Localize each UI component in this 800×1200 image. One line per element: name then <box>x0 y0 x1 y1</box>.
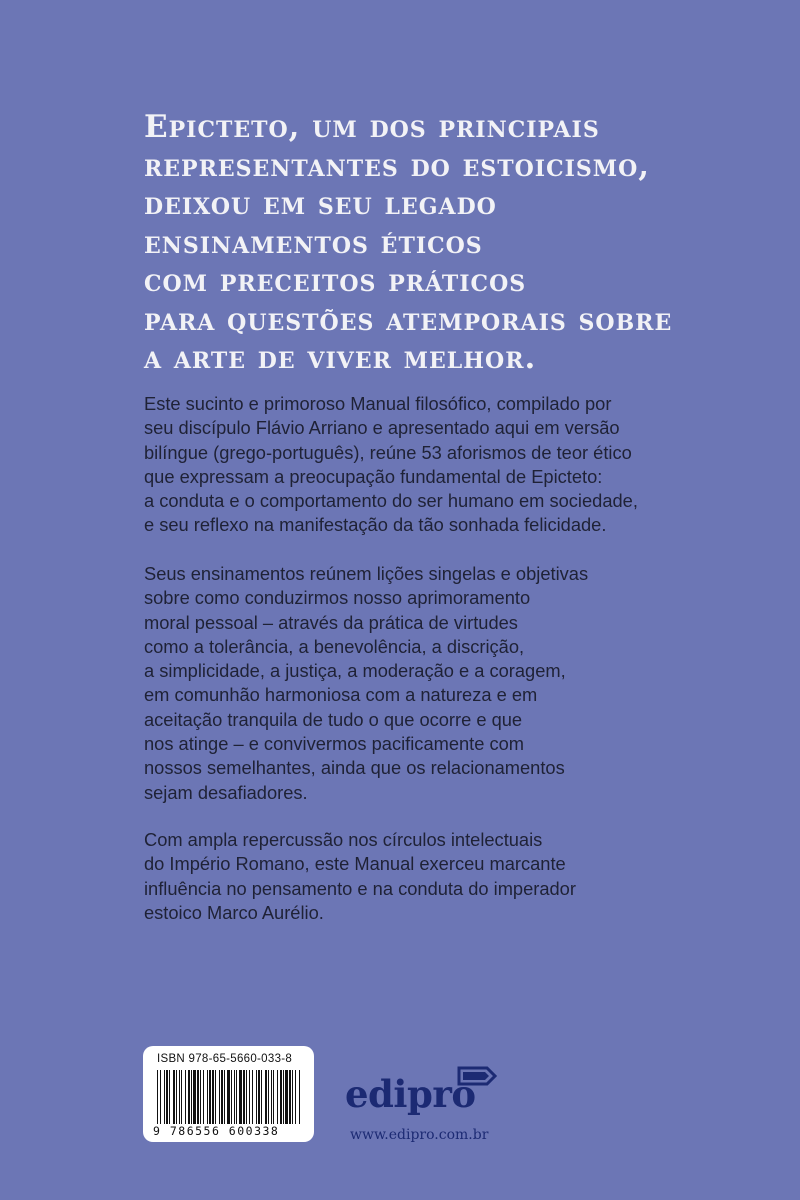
barcode-bar <box>289 1070 291 1128</box>
headline-line: para questões atemporais sobre <box>144 301 673 338</box>
barcode-icon <box>155 1070 302 1128</box>
publisher-website: www.edipro.com.br <box>350 1127 489 1143</box>
barcode-bar <box>258 1070 260 1128</box>
barcode-bar <box>239 1070 242 1128</box>
barcode-bar <box>166 1070 168 1128</box>
text-line: aceitação tranquila de tudo o que ocorre e que <box>144 708 523 730</box>
headline <box>144 108 704 378</box>
headline-line: com preceitos práticos <box>144 263 527 299</box>
text-line: em comunhão harmoniosa com a natureza e em <box>144 684 538 706</box>
text-line: como a tolerância, a benevolência, a discrição, <box>144 635 525 657</box>
text-line: estoico Marco Aurélio. <box>144 901 324 923</box>
text-line: nos atinge – e convivermos pacificamente com <box>144 733 525 755</box>
headline-line: a arte de viver melhor. <box>144 340 537 376</box>
text-line: moral pessoal – através da prática de virtudes <box>144 611 518 633</box>
barcode-bar <box>221 1070 223 1128</box>
barcode-bar <box>277 1070 278 1128</box>
text-line: seu discípulo Flávio Arriano e apresentado aqui em versão <box>144 417 620 439</box>
barcode-bar <box>280 1070 282 1128</box>
publisher-logo-text: edipro <box>345 1072 476 1116</box>
text-line: a conduta e o comportamento do ser humano em sociedade, <box>144 490 638 512</box>
text-line: influência no pensamento e na conduta do imperador <box>144 877 576 899</box>
barcode-bar <box>215 1070 216 1128</box>
text-line: Com ampla repercussão nos círculos intelectuais <box>144 829 543 850</box>
barcode-bar <box>261 1070 262 1128</box>
barcode-bar <box>295 1070 296 1128</box>
text-line: que expressam a preocupação fundamental de Epicteto: <box>144 465 603 487</box>
isbn-label: ISBN 978-65-5660-033-8 <box>157 1053 293 1065</box>
barcode-bar <box>265 1070 267 1128</box>
paragraph-influence <box>144 828 744 925</box>
barcode-bar <box>191 1070 192 1128</box>
barcode-bar <box>179 1070 180 1128</box>
text-line: nossos semelhantes, ainda que os relacionamentos <box>144 757 565 779</box>
headline-line: representantes do estoicismo, <box>144 147 651 184</box>
barcode-bar <box>271 1070 272 1128</box>
barcode-bar <box>176 1070 177 1128</box>
barcode-bar <box>197 1070 199 1128</box>
barcode-bar <box>285 1070 288 1128</box>
headline-line: ensinamentos éticos <box>144 224 483 261</box>
barcode-bar <box>249 1070 250 1128</box>
text-line: Seus ensinamentos reúnem lições singelas e objetivas <box>144 563 589 584</box>
barcode-bar <box>212 1070 214 1128</box>
headline-line: deixou em seu legado <box>144 186 497 222</box>
paragraph-intro <box>144 392 744 538</box>
barcode-bar <box>209 1070 211 1128</box>
barcode-digits: 9 786556 600338 <box>153 1124 305 1138</box>
barcode-bar <box>181 1070 182 1128</box>
barcode-bar <box>273 1070 274 1128</box>
barcode-bar <box>234 1070 235 1128</box>
publisher-logo <box>345 1062 505 1120</box>
barcode-bar <box>185 1070 186 1128</box>
barcode-bar <box>157 1070 158 1128</box>
barcode-bar <box>256 1070 257 1128</box>
text-line: bilíngue (grego-português), reúne 53 aforismos de teor ético <box>144 441 632 463</box>
isbn-barcode-box <box>143 1046 314 1142</box>
barcode-bar <box>169 1070 170 1128</box>
barcode-bar <box>246 1070 247 1128</box>
barcode-bar <box>224 1070 225 1128</box>
barcode-bar <box>252 1070 253 1128</box>
headline-line: Epicteto, um dos principais <box>144 109 600 145</box>
barcode-bar <box>200 1070 201 1128</box>
text-line: Este sucinto e primoroso Manual filosófico, compilado por <box>144 393 612 414</box>
barcode-bar <box>292 1070 293 1128</box>
barcode-bar <box>173 1070 175 1128</box>
barcode-bar <box>193 1070 196 1128</box>
text-line: do Império Romano, este Manual exerceu marcante <box>144 853 566 875</box>
barcode-bar <box>203 1070 204 1128</box>
barcode-bar <box>243 1070 245 1128</box>
barcode-bar <box>207 1070 208 1128</box>
text-line: sejam desafiadores. <box>144 781 308 803</box>
barcode-bar <box>299 1070 300 1128</box>
paragraph-teachings <box>144 562 744 805</box>
barcode-bar <box>227 1070 230 1128</box>
barcode-bar <box>231 1070 232 1128</box>
barcode-bar <box>219 1070 220 1128</box>
text-line: a simplicidade, a justiça, a moderação e a coragem, <box>144 660 566 682</box>
barcode-bar <box>188 1070 190 1128</box>
barcode-bar <box>236 1070 237 1128</box>
barcode-bar <box>283 1070 284 1128</box>
barcode-bar <box>164 1070 165 1128</box>
barcode-bar <box>160 1070 161 1128</box>
text-line: e seu reflexo na manifestação da tão sonhada felicidade. <box>144 514 607 536</box>
barcode-bar <box>268 1070 269 1128</box>
text-line: sobre como conduzirmos nosso aprimoramento <box>144 587 531 609</box>
